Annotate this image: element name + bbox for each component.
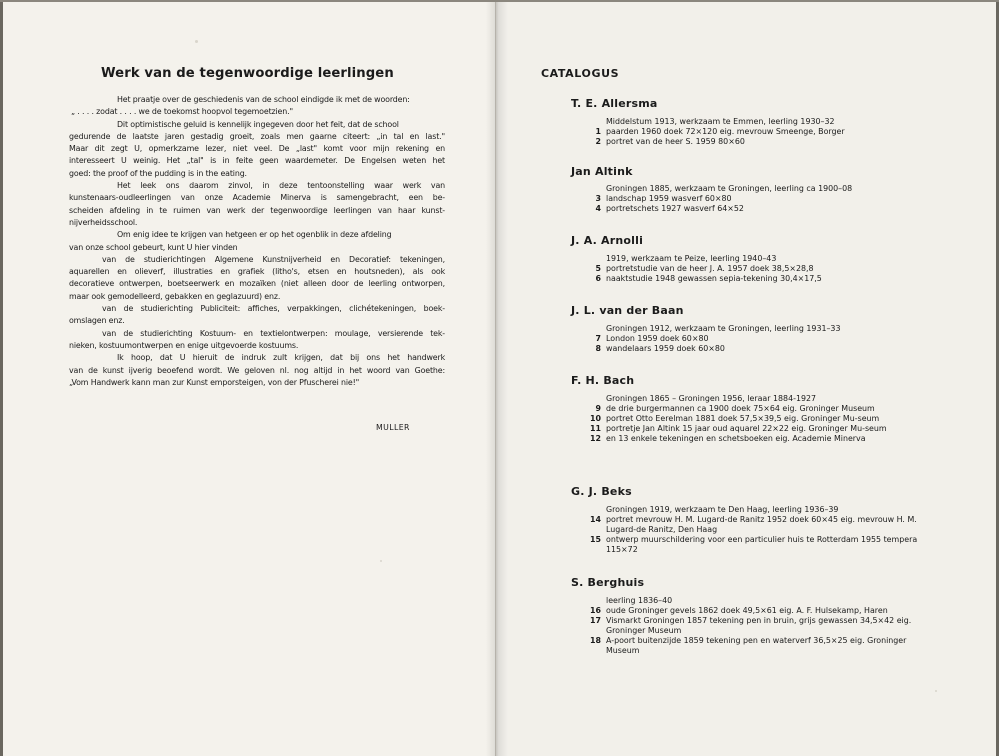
artist-name: F. H. Bach (571, 374, 635, 387)
author-signature: MULLER (376, 423, 410, 432)
item-number: 3 (595, 194, 601, 203)
artist-name: Jan Altink (571, 165, 633, 178)
catalogue-item (571, 616, 931, 636)
artist-name: J. A. Arnolli (571, 234, 644, 247)
item-number: 18 (590, 636, 601, 645)
book-gutter (486, 0, 508, 756)
body-line: van de kunst ijverig beoefend wordt. We geloven nl. nog altijd in het woord van Goethe: (69, 365, 445, 375)
catalogue-item (571, 515, 931, 535)
artist-entry (571, 372, 931, 444)
item-number: 4 (595, 204, 601, 213)
catalogue-item (571, 434, 931, 444)
body-line: interesseert U weinig. Het „tal" is in feite geen waardemeter. De Engelsen weten het (69, 156, 445, 166)
body-line: gedurende de laatste jaren gestadig groeit, zoals men gaarne citeert: „in tal en last." (69, 131, 445, 141)
item-description: oude Groninger gevels 1862 doek 49,5×61 eig. A. F. Hulsekamp, Haren (606, 606, 888, 615)
artist-name: S. Berghuis (571, 576, 645, 589)
paper-speck (935, 690, 937, 692)
item-description: portretje Jan Altink 15 jaar oud aquarel 22×22 eig. Groninger Mu-seum (606, 424, 887, 433)
catalogue-item (571, 414, 931, 424)
body-line: decoratieve ontwerpen, boetseerwerk en mozaïken (niet alleen door de leerling ontworpen, (69, 279, 445, 289)
artist-name: T. E. Allersma (571, 97, 658, 110)
artist-name: G. J. Beks (571, 485, 632, 498)
catalogue-item (571, 606, 931, 616)
catalogue-item (571, 274, 931, 284)
body-line: van onze school gebeurt, kunt U hier vinden (69, 242, 238, 252)
catalogue-item (571, 535, 931, 555)
item-number: 17 (590, 616, 601, 625)
paper-speck (195, 40, 198, 43)
catalogue-item (571, 424, 931, 434)
catalogue-item (571, 127, 931, 137)
item-number: 16 (590, 606, 601, 615)
page-edge-left (0, 0, 3, 756)
artist-bio: 1919, werkzaam te Peize, leerling 1940–43 (606, 254, 777, 263)
item-description: portretschets 1927 wasverf 64×52 (606, 204, 744, 213)
body-line: van de studierichting Publiciteit: affiches, verpakkingen, clichétekeningen, boek- (102, 304, 445, 314)
item-number: 7 (595, 334, 601, 343)
item-description: Vismarkt Groningen 1857 tekening pen in bruin, grijs gewassen 34,5×42 eig. Groninger Museum (606, 616, 912, 635)
body-line: Het praatje over de geschiedenis van de school eindigde ik met de woorden: (117, 95, 410, 104)
item-number: 9 (595, 404, 601, 413)
body-line: Maar dit zegt U, opmerkzame lezer, niet veel. De „last" komt voor mijn rekening en (69, 144, 445, 154)
catalogue-item (571, 264, 931, 274)
body-line: Ik hoop, dat U hieruit de indruk zult krijgen, dat bij ons het handwerk (117, 353, 445, 363)
body-line: nieken, kostuumontwerpen en enige uitgevoerde kostuums. (69, 340, 299, 350)
artist-bio: leerling 1836–40 (606, 596, 673, 605)
body-line: Het leek ons daarom zinvol, in deze tentoonstelling waar werk van (117, 181, 445, 191)
artist-bio: Middelstum 1913, werkzaam te Emmen, leerling 1930–32 (606, 117, 835, 126)
item-description: paarden 1960 doek 72×120 eig. mevrouw Smeenge, Borger (606, 127, 845, 136)
catalogue-item (571, 334, 931, 344)
body-line: „Vom Handwerk kann man zur Kunst emporsteigen, von der Pfuscherei nie!" (69, 377, 360, 387)
artist-entry (571, 302, 931, 354)
item-description: London 1959 doek 60×80 (606, 334, 709, 343)
page-edge-top (0, 0, 999, 2)
item-description: portret Otto Eerelman 1881 doek 57,5×39,5 eig. Groninger Mu-seum (606, 414, 880, 423)
body-line: van de studierichting Kostuum- en textielontwerpen: moulage, versierende tek- (102, 328, 445, 338)
body-line: aquarellen en olieverf, illustraties en grafiek (litho's, etsen en houtsneden), als ook (69, 267, 445, 277)
catalogue-item (571, 137, 931, 147)
artist-entry (571, 483, 931, 555)
item-description: ontwerp muurschildering voor een particulier huis te Rotterdam 1955 tempera 115×72 (606, 535, 918, 554)
article-title: Werk van de tegenwoordige leerlingen (101, 66, 394, 81)
artist-bio: Groningen 1919, werkzaam te Den Haag, leerling 1936–39 (606, 505, 839, 514)
catalogue-item (571, 194, 931, 204)
catalogue-item (571, 636, 931, 656)
artist-bio: Groningen 1912, werkzaam te Groningen, leerling 1931–33 (606, 324, 841, 333)
artist-entry (571, 232, 931, 284)
catalogue-item (571, 204, 931, 214)
catalogue-item (571, 404, 931, 414)
item-description: A-poort buitenzijde 1859 tekening pen en waterverf 36,5×25 eig. Groninger Museum (606, 636, 907, 655)
catalogue-heading: CATALOGUS (541, 67, 620, 80)
item-number: 11 (590, 424, 601, 433)
body-line: omslagen enz. (69, 316, 125, 326)
item-description: landschap 1959 wasverf 60×80 (606, 194, 732, 203)
item-description: naaktstudie 1948 gewassen sepia-tekening 30,4×17,5 (606, 274, 822, 283)
item-number: 1 (595, 127, 601, 136)
body-line: Dit optimistische geluid is kennelijk ingegeven door het feit, dat de school (117, 119, 399, 129)
item-number: 2 (595, 137, 601, 146)
item-number: 12 (590, 434, 601, 443)
body-line: maar ook gemodelleerd, gebakken en geglazuurd) enz. (69, 291, 281, 301)
body-line: Om enig idee te krijgen van hetgeen er op het ogenblik in deze afdeling (117, 230, 392, 240)
artist-entry (571, 574, 931, 656)
body-line: nijverheidsschool. (69, 217, 138, 227)
item-number: 6 (595, 274, 601, 283)
item-description: wandelaars 1959 doek 60×80 (606, 344, 725, 353)
item-number: 14 (590, 515, 601, 524)
item-description: portret van de heer S. 1959 80×60 (606, 137, 745, 146)
catalogue-item (571, 344, 931, 354)
paper-speck (380, 560, 382, 562)
item-number: 15 (590, 535, 601, 544)
artist-entry (571, 163, 931, 214)
body-line: goed: the proof of the pudding is in the eating. (69, 168, 247, 178)
body-line: kunstenaars-oudleerlingen van onze Academie Minerva is samengebracht, een be- (69, 193, 445, 203)
item-number: 10 (590, 414, 601, 423)
item-description: en 13 enkele tekeningen en schetsboeken eig. Academie Minerva (606, 434, 866, 443)
item-description: portretstudie van de heer J. A. 1957 doek 38,5×28,8 (606, 264, 814, 273)
body-line: „ . . . . zodat . . . . we de toekomst hoopvol tegemoetzien." (71, 107, 293, 117)
artist-entry (571, 95, 931, 147)
artist-bio: Groningen 1865 – Groningen 1956, leraar 1884-1927 (606, 394, 817, 403)
item-number: 8 (595, 344, 601, 353)
body-line: scheiden afdeling in te ruimen van werk der tegenwoordige leerlingen van haar kunst- (69, 205, 445, 215)
artist-bio: Groningen 1885, werkzaam te Groningen, leerling ca 1900–08 (606, 184, 853, 193)
article-body (69, 94, 445, 389)
item-description: portret mevrouw H. M. Lugard-de Ranitz 1952 doek 60×45 eig. mevrouw H. M. Lugard-de Ranitz, Den Haag (606, 515, 917, 534)
item-description: de drie burgermannen ca 1900 doek 75×64 eig. Groninger Museum (606, 404, 875, 413)
body-line: van de studierichtingen Algemene Kunstnijverheid en Decoratief: tekeningen, (102, 254, 445, 264)
artist-name: J. L. van der Baan (571, 304, 684, 317)
item-number: 5 (595, 264, 601, 273)
